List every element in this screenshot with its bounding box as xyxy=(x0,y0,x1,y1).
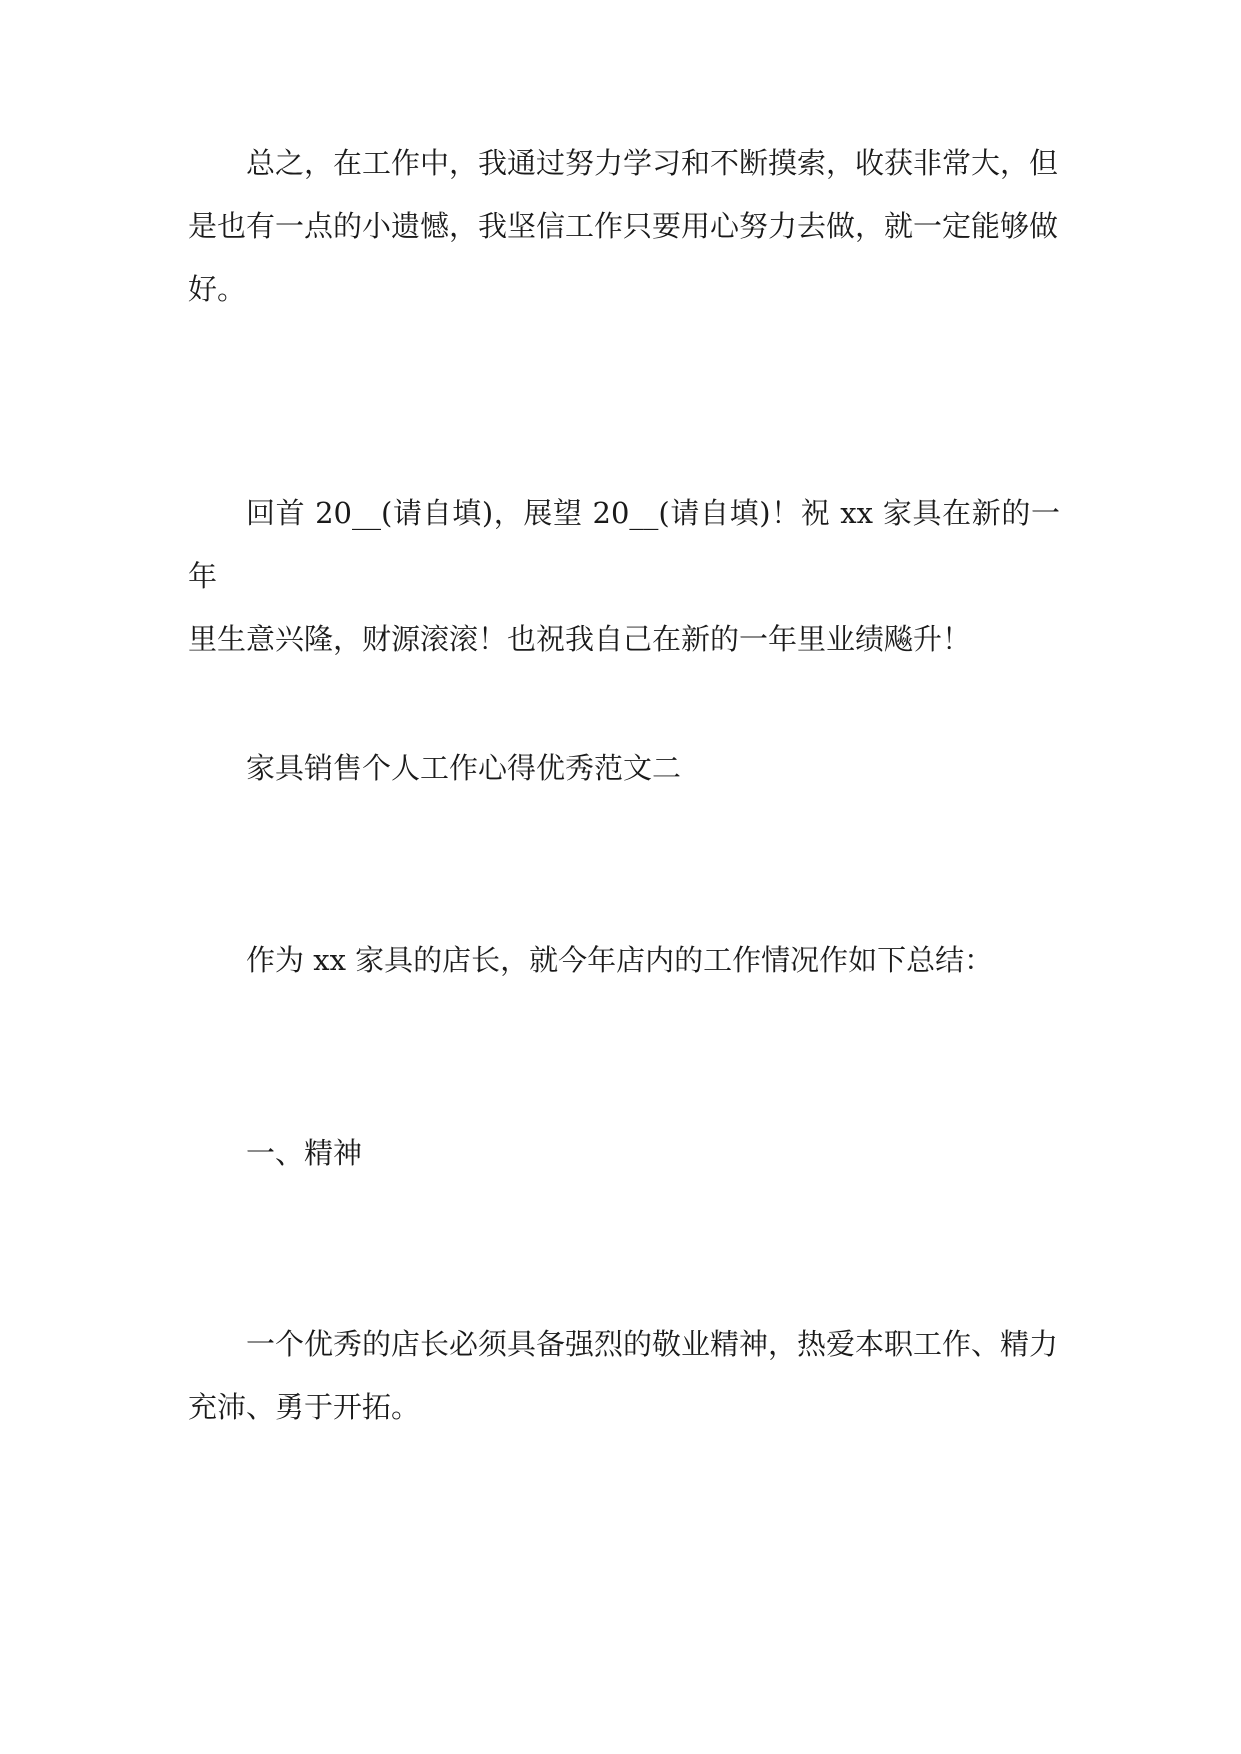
text-line: 一、精神 xyxy=(246,1136,363,1170)
text-line: 回首 20__(请自填)，展望 20__(请自填)！祝 xx 家具在新的一年 xyxy=(188,496,1060,593)
paragraph-wishes xyxy=(188,482,1060,671)
text-line: 是也有一点的小遗憾，我坚信工作只要用心努力去做，就一定能够做 xyxy=(188,209,1059,243)
text-line: 好。 xyxy=(188,272,247,306)
paragraph-summary xyxy=(188,132,1060,321)
paragraph-intro xyxy=(188,929,1060,992)
text-line: 充沛、勇于开拓。 xyxy=(188,1390,421,1424)
heading-spirit xyxy=(188,1122,1060,1185)
text-line: 一个优秀的店长必须具备强烈的敬业精神，热爱本职工作、精力 xyxy=(246,1327,1059,1361)
text-line: 里生意兴隆，财源滚滚！也祝我自己在新的一年里业绩飚升！ xyxy=(188,622,972,656)
text-line: 作为 xx 家具的店长，就今年店内的工作情况作如下总结： xyxy=(246,943,994,977)
text-line: 家具销售个人工作心得优秀范文二 xyxy=(246,751,682,785)
section-title xyxy=(188,737,1060,800)
paragraph-spirit xyxy=(188,1313,1060,1439)
text-line: 总之，在工作中，我通过努力学习和不断摸索，收获非常大，但 xyxy=(246,146,1059,180)
